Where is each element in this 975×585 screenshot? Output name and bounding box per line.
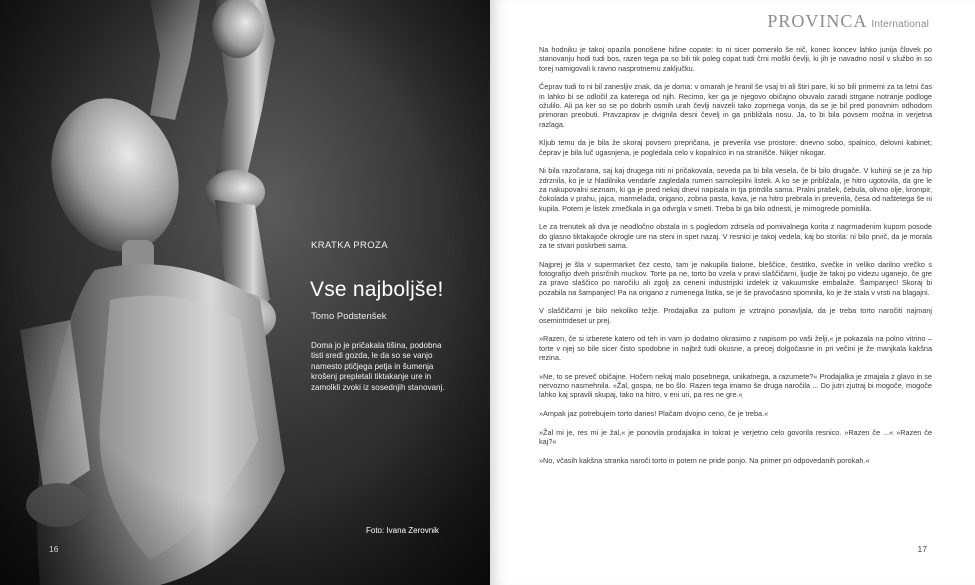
intro-paragraph: Doma jo je pričakala tišina, podobna tisti sredi gozda, le da so se vanjo namesto ptičjega petja in šumenja krošenj prepletali tiktakanje ure in zamolkli zvoki iz sosednjih stanovanj.: [311, 341, 445, 392]
photo-credit: Foto: Ivana Zerovnik: [366, 526, 439, 535]
article-title: Vse najboljše!: [310, 278, 444, 301]
body-paragraph: »Žal mi je, res mi je žal,« je ponovila prodajalka in tokrat je verjetno celo govorila resnico. »Razen če ...« »Razen če kaj?«: [539, 427, 932, 446]
body-paragraph: »Ne, to se preveč običajne. Hočem nekaj malo posebnega, unikatnega, a razumete?« Prodajalka je zmajala z glavo in se nervozno nasmehnila. »Žal, gospa, ne bo šlo. Razen tega imamo še druga naročila ... Do jutri zjutraj bi mogoče, mogoče lahko kaj spravili skupaj, tako na hitro, v eni uri, pa res ne gre.«: [539, 371, 932, 400]
body-paragraph: Ni bila razočarana, saj kaj drugega niti ni pričakovala, seveda pa bi bila vesela, če bi bilo drugače. V kuhinji se je za hip zdrznila, ko je iz hladilnika vendarle zagledala rumen samolepilni listek. A ko se je približala, je hitro ugotovila, da gre le za nakupovalni seznam, ki ga je pred nekaj dnevi napisala in tja pritrdila sama. Pralni prašek, čebula, olivno olje, krompir, čokolada v prahu, jajca, marmelada, origano, zobna pasta, kava, je na hitro prebrala in preverila, česa od naštetega še ni kupila. Potem je listek zmečkala in ga odvrgla v smeti. Treba bi ga bilo odnesti, je mimogrede pomislila.: [539, 166, 932, 213]
page-number-right: 17: [917, 544, 927, 554]
body-paragraph: Najprej je šla v supermarket čez cesto, tam je nakupila balone, bleščice, čestitko, svečke in veliko darilno vrečko s fotografijo dveh prisrčnih muckov. Torte pa ne, torto bo vzela v pravi slaščičarni, ljudje že takoj po videzu uganejo, če gre za pravo slaščico po naročilu ali zgolj za ceneni industrijski izdelek iz vakuumske embalaže. Šampanjec! Skoraj bi pozabila na šampanjec! Pa na origano z rumenega listka, se je še pravočasno spomnila, ko je že stala v vrsti na blagajni.: [539, 259, 932, 297]
body-paragraph: Na hodniku je takoj opazila ponošene hišne copate: to ni sicer pomenilo še nič, konec koncev lahko junija človek po stanovanju hodi tudi bos, razen tega pa so bili tik poleg copat tudi črni moški čevlji, ki jih je navadno nosil v službo in so torej namigovali k ravno nasprotnemu zaključku.: [539, 45, 932, 73]
page-number-left: 16: [49, 544, 59, 554]
masthead: [767, 11, 929, 32]
body-paragraph: Kljub temu da je bila že skoraj povsem prepričana, je preverila vse prostore: dnevno sobo, spalnico, delovni kabinet; čeprav je bila luč ugasnjena, je pogledala celo v kopalnico in na stranišče. Nikjer nikogar.: [539, 138, 932, 157]
body-paragraph: »No, včasih kakšna stranka naroči torto in potem ne pride ponjo. Na primer pri odpovedanih porokah.«: [539, 455, 870, 465]
masthead-title: PROVINCA: [767, 11, 868, 31]
section-label: KRATKA PROZA: [311, 240, 388, 251]
masthead-subtitle: International: [871, 19, 929, 30]
body-paragraph: »Ampak jaz potrebujem torto danes! Plačam dvojno ceno, če je treba.«: [539, 408, 769, 418]
body-paragraph: V slaščičarni je bilo nekoliko težje. Prodajalka za pultom je vztrajno ponavljala, da je treba torto naročiti najmanj osemintrideset ur prej.: [539, 306, 932, 325]
author-name: Tomo Podstenšek: [311, 311, 387, 322]
body-paragraph: Le za trenutek ali dva je neodločno obstala in s pogledom zdrsela od pomivalnega korita z nagrmadenim kupom posode do glasno tiktakajoče okrogle ure na steni in spet nazaj. V resnici je takoj vedela, kaj bo storila: ni bilo prvič, da je morala za te stvari poskrbeti sama.: [539, 222, 932, 251]
body-paragraph: »Razen, če si izberete katero od teh in vam jo dodatno okrasimo z napisom po vaši želji,« je pokazala na polno vitrino – torte v njej so bile sicer čisto spodobne in najbrž tudi okusne, a precej dolgočasne in pri večini je že manjkala kakšna rezina.: [539, 334, 932, 363]
body-paragraph: Čeprav tudi to ni bil zanesljiv znak, da je doma: v omarah je hranil še vsaj tri ali štiri pare, ki so bili primerni za ta letni čas in lahko bi se odločil za katerega od njih. Recimo, ker ga je njegovo običajno obuvalo zaradi strgane notranje podloge ožulilo. Ali pa ker so se po dobrih osmih urah čevlji navzeli tako zoprnega vonja, da se je bil pred ponovnim odhodom primoran preobuti. Pravzaprav je dvignila desni čevelj in ga približala nosu. Ja, to bi bila povsem možna in verjetna razlaga.: [539, 82, 932, 129]
article-body: [539, 45, 932, 474]
right-page: [490, 0, 975, 585]
